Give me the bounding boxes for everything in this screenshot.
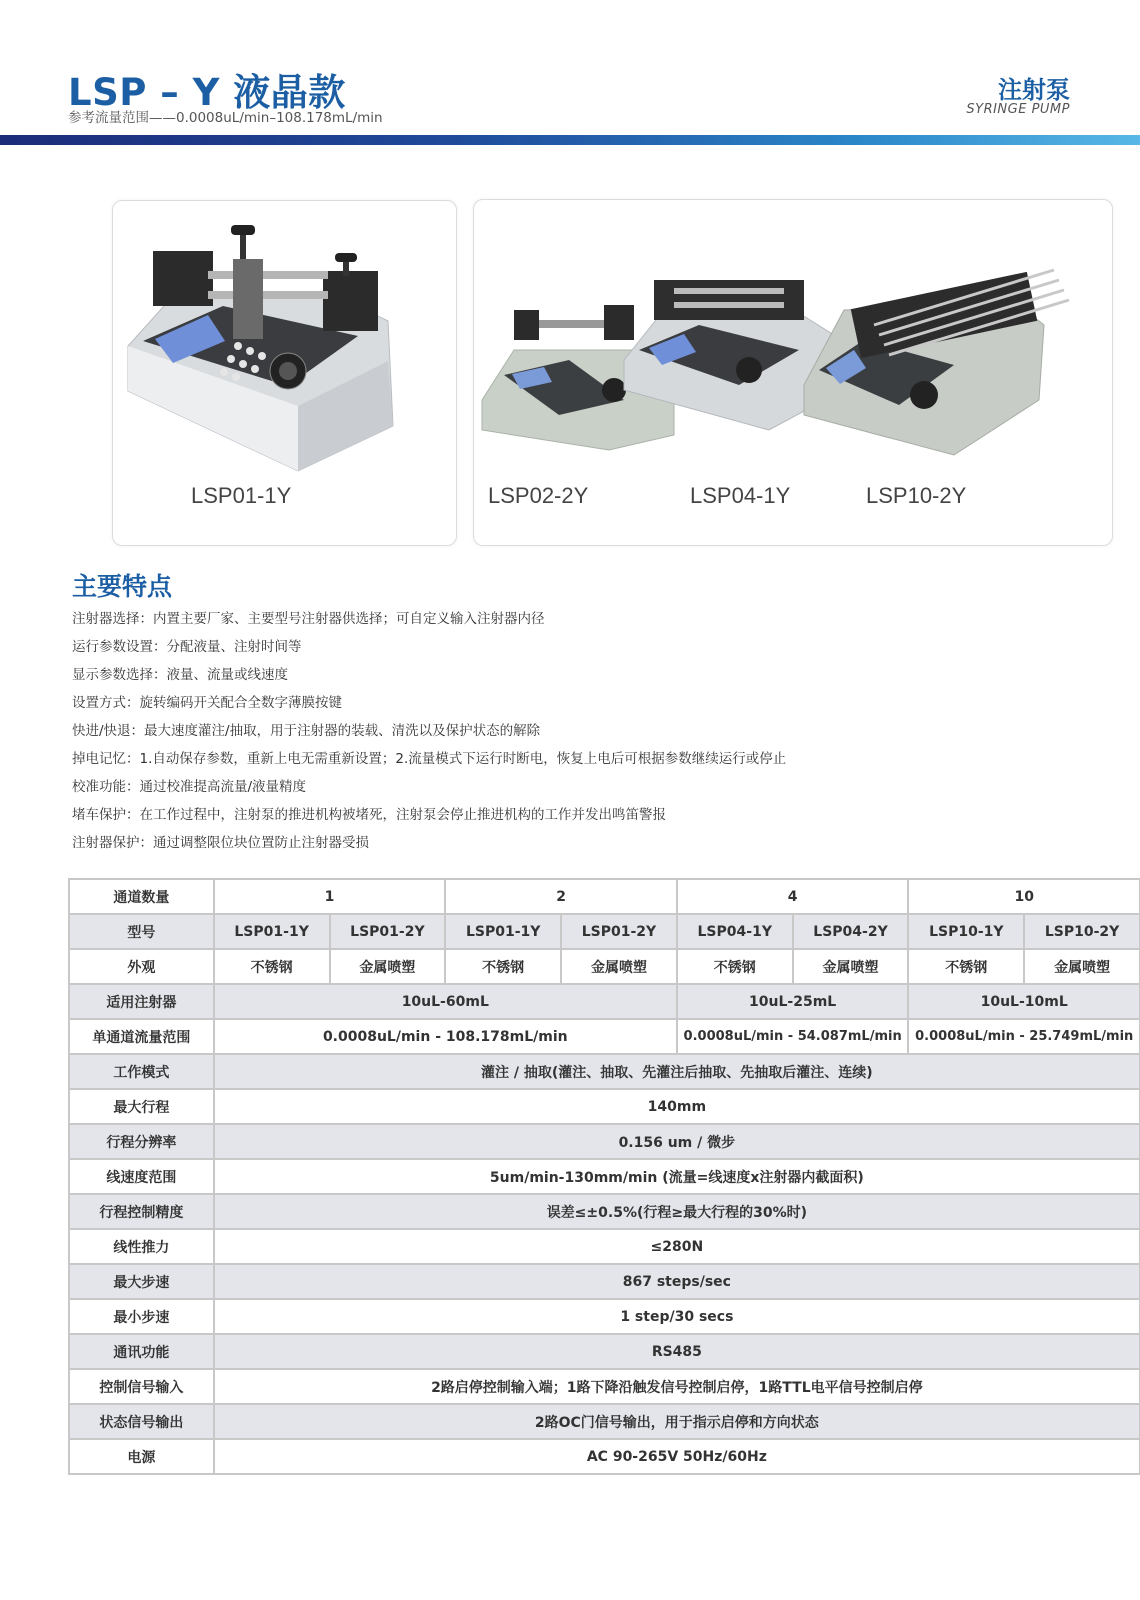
table-row bbox=[69, 1124, 1140, 1159]
feature-item: 掉电记忆：1.自动保存参数，重新上电无需重新设置；2.流量模式下运行时断电，恢复上电后可根据参数继续运行或停止 bbox=[72, 751, 787, 767]
table-cell: AC 90-265V 50Hz/60Hz bbox=[214, 1439, 1140, 1474]
table-row bbox=[69, 1159, 1140, 1194]
table-cell: 不锈钢 bbox=[677, 949, 793, 984]
row-header: 控制信号输入 bbox=[69, 1369, 214, 1404]
table-row bbox=[69, 1439, 1140, 1474]
table-cell: ≤280N bbox=[214, 1229, 1140, 1264]
row-header: 型号 bbox=[69, 914, 214, 949]
table-cell: 2路启停控制输入端；1路下降沿触发信号控制启停，1路TTL电平信号控制启停 bbox=[214, 1369, 1140, 1404]
row-header: 最小步速 bbox=[69, 1299, 214, 1334]
table-row bbox=[69, 949, 1140, 984]
table-cell: RS485 bbox=[214, 1334, 1140, 1369]
table-cell: 不锈钢 bbox=[908, 949, 1024, 984]
product-label: LSP04-1Y bbox=[690, 483, 791, 508]
row-header: 线性推力 bbox=[69, 1229, 214, 1264]
row-header: 最大行程 bbox=[69, 1089, 214, 1124]
table-cell: LSP01-2Y bbox=[561, 914, 677, 949]
table-cell: LSP01-2Y bbox=[330, 914, 446, 949]
table-row bbox=[69, 1404, 1140, 1439]
header-gradient-bar bbox=[0, 135, 1140, 145]
table-row bbox=[69, 1264, 1140, 1299]
table-cell: 10 bbox=[908, 879, 1140, 914]
table-row bbox=[69, 1299, 1140, 1334]
table-cell: 0.156 um / 微步 bbox=[214, 1124, 1140, 1159]
feature-item: 显示参数选择：液量、流量或线速度 bbox=[72, 667, 288, 683]
row-header: 行程分辨率 bbox=[69, 1124, 214, 1159]
table-row bbox=[69, 1089, 1140, 1124]
features-list bbox=[72, 610, 786, 862]
table-cell: 10uL-60mL bbox=[214, 984, 677, 1019]
table-row bbox=[69, 1054, 1140, 1089]
table-cell: 4 bbox=[677, 879, 909, 914]
table-cell: 金属喷塑 bbox=[330, 949, 446, 984]
table-cell: 140mm bbox=[214, 1089, 1140, 1124]
table-cell: 5um/min-130mm/min (流量=线速度x注射器内截面积) bbox=[214, 1159, 1140, 1194]
table-cell: LSP10-1Y bbox=[908, 914, 1024, 949]
row-header: 工作模式 bbox=[69, 1054, 214, 1089]
table-cell: 2路OC门信号输出，用于指示启停和方向状态 bbox=[214, 1404, 1140, 1439]
feature-item: 校准功能：通过校准提高流量/液量精度 bbox=[72, 779, 307, 795]
row-header: 单通道流量范围 bbox=[69, 1019, 214, 1054]
row-header: 通讯功能 bbox=[69, 1334, 214, 1369]
row-header: 线速度范围 bbox=[69, 1159, 214, 1194]
category-subtitle: SYRINGE PUMP bbox=[966, 102, 1070, 117]
table-cell: 867 steps/sec bbox=[214, 1264, 1140, 1299]
table-row bbox=[69, 1369, 1140, 1404]
features-title: 主要特点 bbox=[72, 572, 173, 601]
table-cell: 灌注 / 抽取(灌注、抽取、先灌注后抽取、先抽取后灌注、连续) bbox=[214, 1054, 1140, 1089]
table-cell: 2 bbox=[445, 879, 677, 914]
flow-range-subtitle: 参考流量范围——0.0008uL/min–108.178mL/min bbox=[68, 110, 383, 126]
feature-item: 堵车保护：在工作过程中，注射泵的推进机构被堵死，注射泵会停止推进机构的工作并发出鸣笛警报 bbox=[72, 807, 666, 823]
product-label: LSP01-1Y bbox=[191, 483, 292, 508]
product-card-single bbox=[112, 200, 457, 546]
row-header: 适用注射器 bbox=[69, 984, 214, 1019]
row-header: 状态信号输出 bbox=[69, 1404, 214, 1439]
feature-item: 注射器选择：内置主要厂家、主要型号注射器供选择；可自定义输入注射器内径 bbox=[72, 611, 545, 627]
table-row bbox=[69, 984, 1140, 1019]
table-cell: 0.0008uL/min - 25.749mL/min bbox=[908, 1019, 1140, 1054]
table-cell: LSP10-2Y bbox=[1024, 914, 1140, 949]
product-card-group bbox=[473, 199, 1113, 546]
table-row bbox=[69, 914, 1140, 949]
table-cell: 不锈钢 bbox=[445, 949, 561, 984]
feature-item: 注射器保护：通过调整限位块位置防止注射器受损 bbox=[72, 835, 369, 851]
feature-item: 快进/快退：最大速度灌注/抽取，用于注射器的装载、清洗以及保护状态的解除 bbox=[72, 723, 541, 739]
feature-item: 运行参数设置：分配液量、注射时间等 bbox=[72, 639, 302, 655]
table-row bbox=[69, 1194, 1140, 1229]
product-label: LSP10-2Y bbox=[866, 483, 967, 508]
table-cell: 金属喷塑 bbox=[793, 949, 909, 984]
table-cell: LSP01-1Y bbox=[214, 914, 330, 949]
table-cell: 金属喷塑 bbox=[1024, 949, 1140, 984]
table-cell: 0.0008uL/min - 108.178mL/min bbox=[214, 1019, 677, 1054]
product-label: LSP02-2Y bbox=[488, 483, 589, 508]
row-header: 电源 bbox=[69, 1439, 214, 1474]
table-cell: 10uL-25mL bbox=[677, 984, 909, 1019]
table-cell: 误差≤±0.5%(行程≥最大行程的30%时) bbox=[214, 1194, 1140, 1229]
feature-item: 设置方式：旋转编码开关配合全数字薄膜按键 bbox=[72, 695, 342, 711]
page-title: LSP – Y 液晶款 bbox=[68, 71, 346, 114]
table-cell: 10uL-10mL bbox=[908, 984, 1140, 1019]
table-cell: LSP04-1Y bbox=[677, 914, 793, 949]
row-header: 外观 bbox=[69, 949, 214, 984]
table-row bbox=[69, 879, 1140, 914]
table-cell: 不锈钢 bbox=[214, 949, 330, 984]
table-row bbox=[69, 1019, 1140, 1054]
table-cell: LSP04-2Y bbox=[793, 914, 909, 949]
table-row bbox=[69, 1229, 1140, 1264]
table-cell: 1 step/30 secs bbox=[214, 1299, 1140, 1334]
table-cell: 金属喷塑 bbox=[561, 949, 677, 984]
row-header: 最大步速 bbox=[69, 1264, 214, 1299]
row-header: 通道数量 bbox=[69, 879, 214, 914]
table-cell: LSP01-1Y bbox=[445, 914, 561, 949]
table-row bbox=[69, 1334, 1140, 1369]
spec-table bbox=[68, 878, 1140, 1475]
row-header: 行程控制精度 bbox=[69, 1194, 214, 1229]
category-title: 注射泵 bbox=[998, 76, 1070, 104]
table-cell: 0.0008uL/min - 54.087mL/min bbox=[677, 1019, 909, 1054]
table-cell: 1 bbox=[214, 879, 446, 914]
